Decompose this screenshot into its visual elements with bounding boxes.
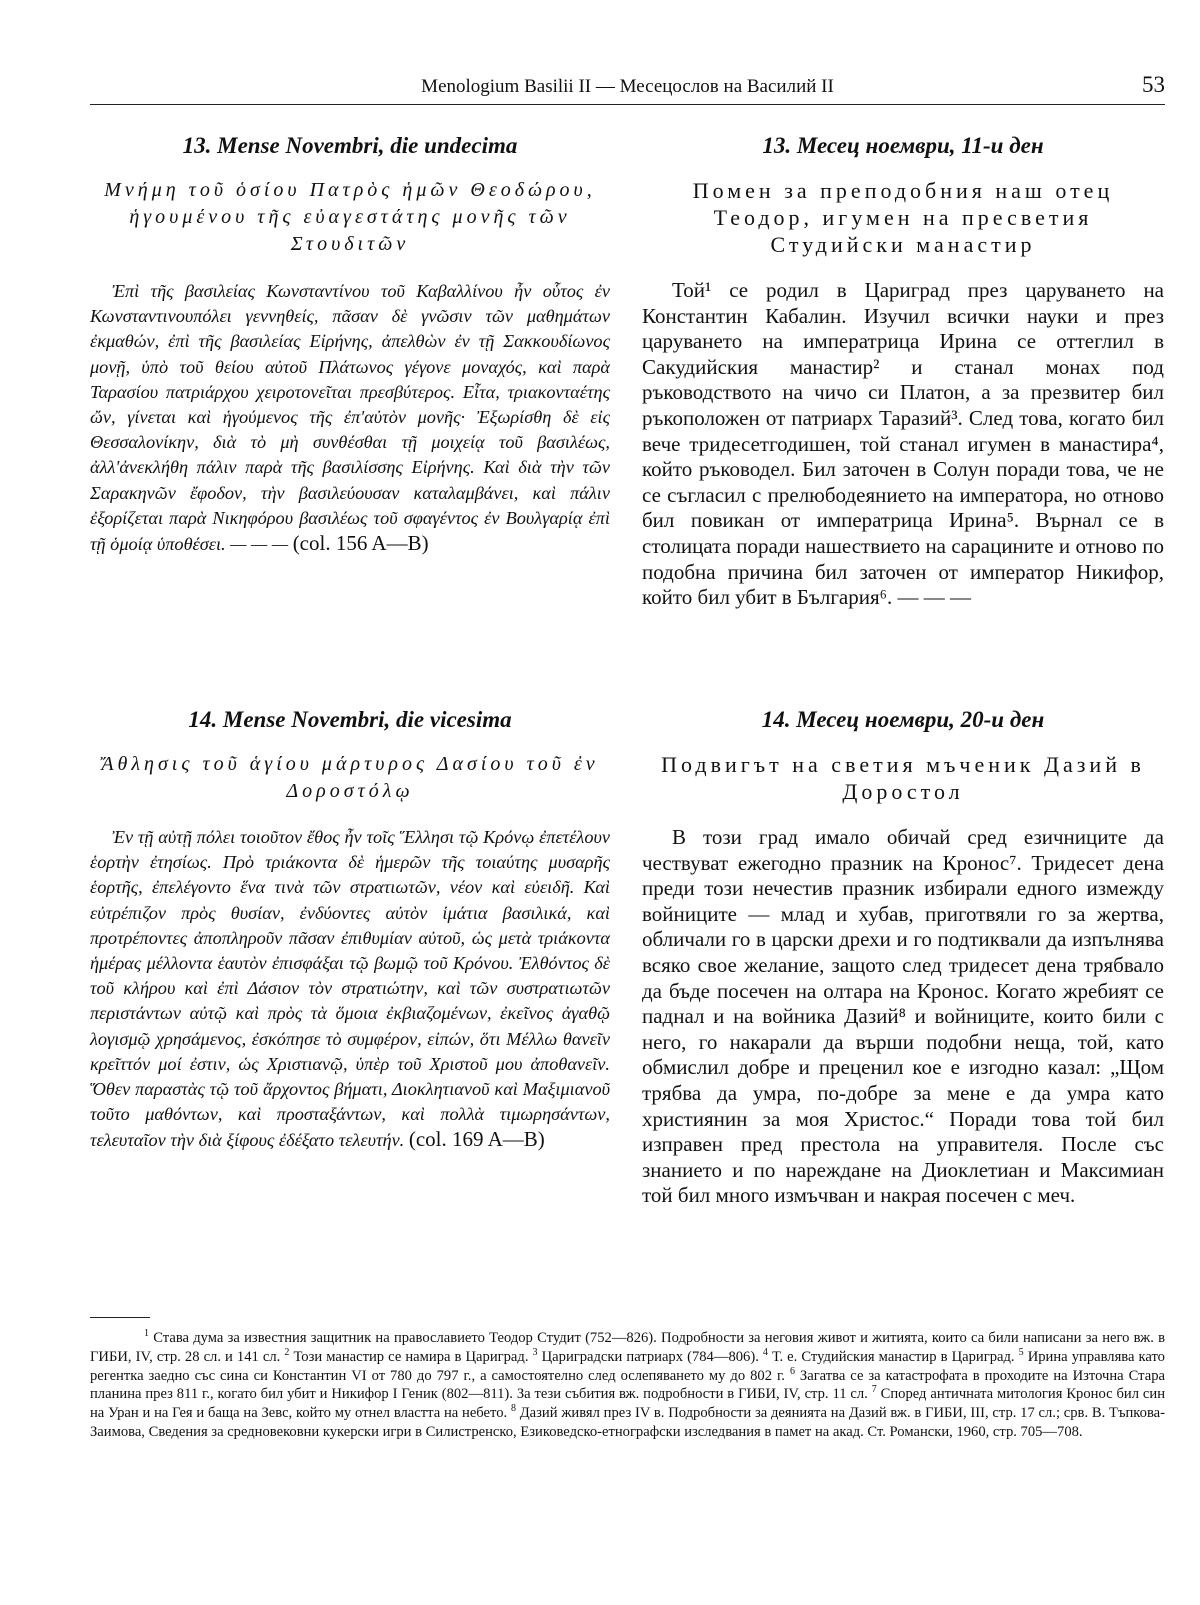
header-rule [90,104,1165,105]
page-number: 53 [1142,72,1165,97]
section-14-bulgarian-column [642,707,1164,1209]
footnote-number: 6 [789,1365,795,1377]
footnote-2 [284,1346,529,1365]
section-13-bulgarian-subtitle: Помен за преподобния наш отец Теодор, игумен на пресветия Студийски манастир [692,178,1114,257]
footnote-number: 3 [532,1346,538,1358]
section-14-column-reference: (col. 169 A—B) [408,1127,545,1152]
section-13-latin-heading: 13. Mense Novembri, die undecima [182,133,518,158]
footnote-number: 2 [284,1346,290,1358]
section-13-bulgarian-heading: 13. Месец ноември, 11-и ден [762,133,1044,158]
section-14-latin-heading: 14. Mense Novembri, die vicesima [188,707,512,732]
footnote-number: 5 [1018,1346,1024,1358]
footnote-number: 4 [762,1346,768,1358]
footnote-text: Загатва се за катастрофата в проходите на Източна Стара планина през 811 г., когато бил убит и Никифор I Геник (802—811). За тези събития вж. подробности в ГИБИ, IV, стр. 11 сл. [90,1367,1165,1403]
footnote-3 [532,1346,759,1365]
section-13-bulgarian-text: Той¹ се родил в Цариград през царуването на Константин Кабалин. Изучил всички науки и през царуването на императрица Ирина се оттеглил в Сакудийския манастир² и станал монах под ръководството на чичо си Платон, а за презвитер бил ръкоположен от патриарх Таразий³. След това, когато бил вече тридесетгодишен, той станал игумен в манастира⁴, който ръководел. Бил заточен в Солун поради това, че не се съгласил с прелюбодеянието на императора, но отново бил повикан от императрица Ирина⁵. Върнал се в столицата поради нашествието на сарацините и отново по подобна причина бил заточен от император Никифор, който бил убит в България⁶. — — — [642,278,1164,610]
section-13-greek-body: Ἐπὶ τῆς βασιλείας Κωνσταντίνου τοῦ Καβαλλίνου ἦν οὗτος ἐν Κωνσταντινουπόλει γεννηθείς, πᾶσαν δὲ γνῶσιν τῶν μαθημάτων ἐκμαθών, ἐπὶ τῆς βασιλείας Εἰρήνης, ἀπελθὼν ἐν τῇ Σακκουδίωνος μονῇ, ὑπὸ τοῦ θείου αὐτοῦ Πλάτωνος γέγονε μοναχός, καὶ παρὰ Ταρασίου πατριάρχου χειροτονεῖται πρεσβύτερος. Εἶτα, τριακονταέτης ὤν, γίνεται καὶ ἡγούμενος τῆς ἐπ'αὐτὸν μονῆς· Ἐξωρίσθη δὲ εἰς Θεσσαλονίκην, διὰ τὸ μὴ συνθέσθαι τῇ μοιχείᾳ τοῦ βασιλέως, ἀλλ'ἀνεκλήθη πάλιν παρὰ τῆς βασιλίσσης Εἰρήνης. Καὶ διὰ τὴν τῶν Σαρακηνῶν ἔφοδον, τὴν βασιλεύουσαν καταλαμβάνει, καὶ πάλιν ἐξορίζεται παρὰ Νικηφόρου βασιλέως τοῦ σφαγέντος ἐν Βουλγαρίᾳ ἐπὶ τῇ ὁμοίᾳ ὑποθέσει. — — — [90,281,610,555]
section-13-greek-text [90,279,610,557]
running-title: Menologium Basilii II — Месецослов на Василий II [421,76,834,97]
footnote-text: Дазий живял през IV в. Подробности за деянията на Дазий вж. в ГИБИ, III, стр. 17 сл.; срв. В. Тъпкова-Заимова, Сведения за средновековни кукерски игри в Силистренско, Езиковедско-етнографски изследвания в памет на акад. Ст. Романски, 1960, стр. 705—708. [90,1405,1165,1440]
section-14-greek-subtitle: Ἄθλησις τοῦ ἁγίου μάρτυρος Δασίου τοῦ ἐν Δοροστόλῳ [101,753,599,802]
section-14-greek-body: Ἐν τῇ αὐτῇ πόλει τοιοῦτον ἔθος ἦν τοῖς Ἕλλησι τῷ Κρόνῳ ἐπετέλουν ἑορτὴν ἐτησίως. Πρὸ τριάκοντα δὲ ἡμερῶν τῆς τοιαύτης μυσαρῆς ἑορτῆς, ἐπελέγοντο ἕνα τινὰ τῶν στρατιωτῶν, νέον καὶ εὐειδῆ. Καὶ εὐτρέπιζον πρὸς θυσίαν, ἐνδύοντες αὐτὸν ἱμάτια βασιλικά, καὶ προτρέποντες ἀποπληροῦν πᾶσαν ἐπιθυμίαν αὐτοῦ, ὡς μετὰ τριάκοντα ἡμέρας μέλλοντα ἑαυτὸν ἐπισφάξαι τῷ βωμῷ τοῦ Κρόνου. Ἐλθόντος δὲ τοῦ κλήρου καὶ ἐπὶ Δάσιον τὸν στρατιώτην, καὶ τῶν συστρατιωτῶν περιστάντων αὐτῷ καὶ πρὸς τὰ ὅμοια ἐκβιαζομένων, ἐκεῖνος ἀγαθῷ λογισμῷ χρησάμενος, ἐσκόπησε τὸ συμφέρον, εἰπών, ὅτι Μέλλω θανεῖν κρεῖττόν μοί ἐστιν, ὡς Χριστιανῷ, ὑπὲρ τοῦ Χριστοῦ μου ἀποθανεῖν. Ὅθεν παραστὰς τῷ τοῦ ἄρχοντος βήματι, Διοκλητιανοῦ καὶ Μαξιμιανοῦ τοῦτο μαθόντων, καὶ προσταξάντων, καὶ πολλὰ τιμωρησάντων, τελευταῖον τὴν διὰ ξίφους ἐδέξατο τελευτήν. [90,827,610,1151]
footnote-text: Става дума за известния защитник на православието Теодор Студит (752—826). Подробности за неговия живот и житията, които са били написани за него вж. в ГИБИ, IV, стр. 28 сл. и 141 сл. [90,1330,1165,1365]
section-13-bulgarian-column [642,133,1164,611]
footnote-text: Според античната митология Кронос бил син на Уран и на Гея и баща на Зевс, който му отнел властта на небето. [90,1386,1166,1422]
section-14-greek-column [90,707,610,1154]
footnote-number: 1 [144,1328,149,1340]
section-13-greek-subtitle: Μνήμη τοῦ ὁσίου Πατρὸς ἡμῶν Θεοδώρου, ἡγουμένου τῆς εὐαγεστάτης μονῆς τῶν Στουδιτῶν [104,179,596,255]
section-14-greek-text [90,825,610,1154]
footnote-number: 7 [871,1384,877,1396]
footnote-text: Този манастир се намира в Цариград. [293,1348,529,1365]
footnotes [90,1329,1165,1442]
section-13-column-reference: (col. 156 A—B) [292,531,429,556]
footnote-text: Цариградски патриарх (784—806). [541,1348,759,1365]
section-14-bulgarian-text: В този град имало обичай сред езичниците да чествуват ежегодно празник на Кронос⁷. Тридесет дена преди този нечестив празник избирали едного измежду войниците — млад и хубав, приготвяли го за жертва, обличали го в царски дрехи и го подтиквали да изпълнява всяко свое желание, защото след тридесет дена трябвало да бъде посечен на олтара на Кронос. Когато жребият се паднал и на войника Дазий⁸ и войниците, които били с него, го накарали да върши подобни неща, той, като обмислил добре и преценил кое е изгодно казал: „Щом трябва да умра, по-добре за мене е да умра като християнин за моя Христос.“ Поради това той бил изправен пред престола на управителя. После със знанието и по нареждане на Диоклетиан и Максимиан той бил много измъчван и накрая посечен с меч. [642,825,1164,1208]
running-header [90,72,1165,102]
footnote-4 [762,1346,1015,1365]
footnote-number: 8 [510,1403,516,1415]
section-13-greek-column [90,133,610,557]
footnote-text: Ирина управлява като регентка заедно със сина си Константин VI от 780 до 797 г., а самостоятелно след ослепяването му до 802 г. [90,1348,1165,1384]
section-14-bulgarian-subtitle: Подвигът на светия мъченик Дазий в Доростол [661,752,1145,804]
footnote-rule [90,1317,150,1318]
section-14-bulgarian-heading: 14. Месец ноември, 20-и ден [761,707,1045,732]
footnote-text: Т. е. Студийския манастир в Цариград. [772,1348,1015,1365]
